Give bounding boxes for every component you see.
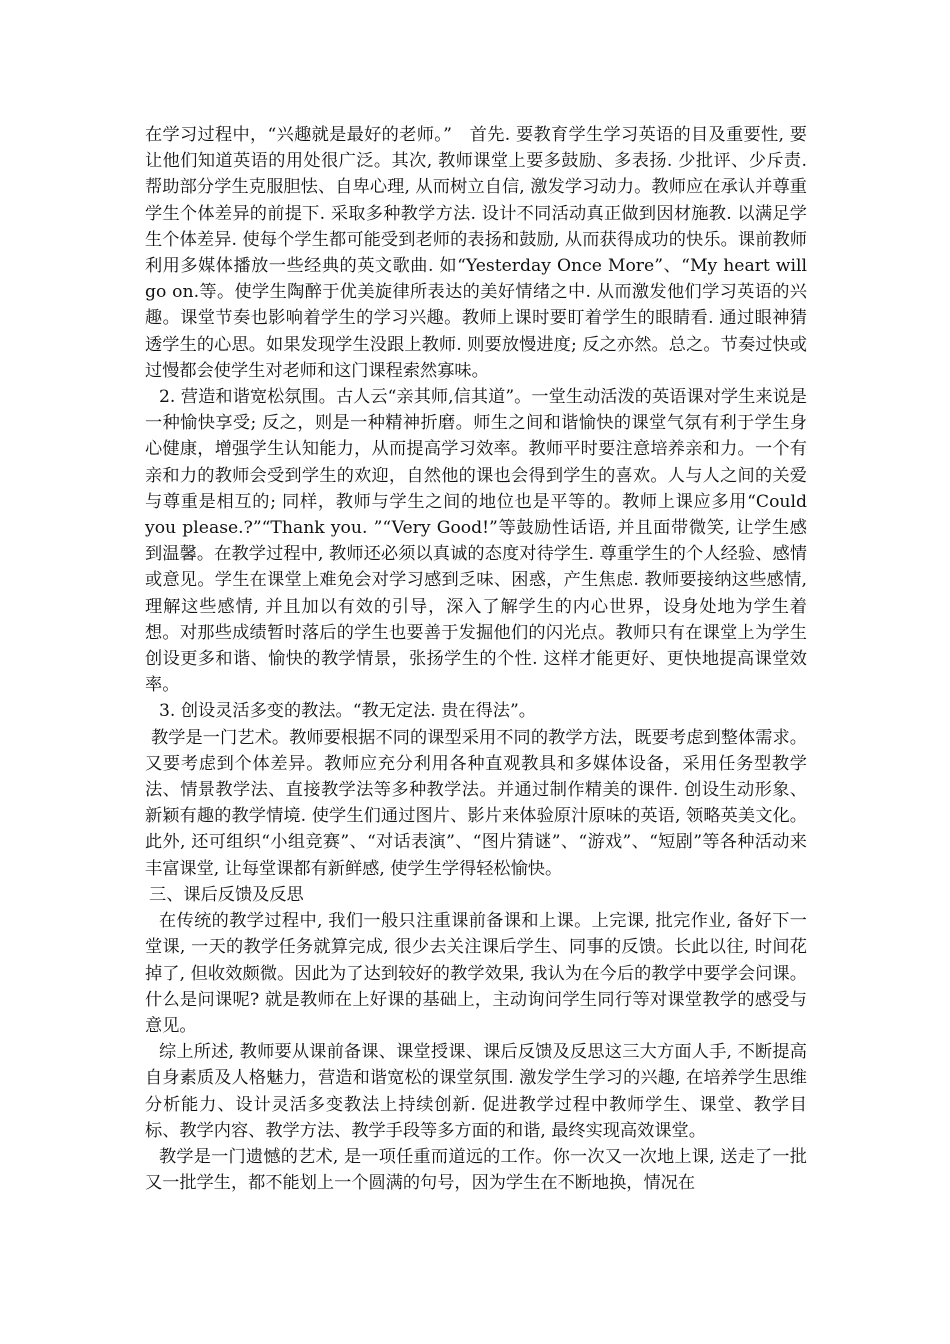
paragraph-atmosphere: 2. 营造和谐宽松氛围。古人云“亲其师,信其道”。一堂生动活泼的英语课对学生来说是一种愉快享受; 反之，则是一种精神折磨。师生之间和谐愉快的课堂气氛有利于学生身心健康，增强学生认知能力，从而提高学习效率。教师平时要注意培养亲和力。一个有亲和力的教师会受到学生的欢迎，自然他的课也会得到学生的喜欢。人与人之间的关爱与尊重是相互的; 同样，教师与学生之间的地位也是平等的。教师上课应多用“Could you please.?”“Thank you. ”“Very Good!”等鼓励性话语, 并且面带微笑, 让学生感到温馨。在教学过程中, 教师还必须以真诚的态度对待学生. 尊重学生的个人经验、感情或意见。学生在课堂上难免会对学习感到乏味、困惑，产生焦虑. 教师要接纳这些感情, 理解这些感情, 并且加以有效的引导，深入了解学生的内心世界，设身处地为学生着想。对那些成绩暂时落后的学生也要善于发掘他们的闪光点。教师只有在课堂上为学生创设更多和谐、愉快的教学情景，张扬学生的个性. 这样才能更好、更快地提高课堂效率。 <box>145 387 807 696</box>
paragraph-feedback: 在传统的教学过程中, 我们一般只注重课前备课和上课。上完课, 批完作业, 备好下一堂课, 一天的教学任务就算完成, 很少去关注课后学生、同事的反馈。长此以往, 时间花掉了, 但收效颇微。因此为了达到较好的教学效果, 我认为在今后的教学中要学会问课。什么是问课呢? 就是教师在上好课的基础上，主动询问学生同行等对课堂教学的感受与意见。 <box>145 911 807 1036</box>
section-heading-feedback: 三、课后反馈及反思 <box>149 884 304 905</box>
paragraph-teaching-art: 教学是一门艺术。教师要根据不同的课型采用不同的教学方法，既要考虑到整体需求。又要考虑到个体差异。教师应充分利用各种直观教具和多媒体设备，采用任务型教学法、情景教学法、直接教学法等多种教学法。并通过制作精美的课件. 创设生动形象、新颖有趣的教学情境. 使学生们通过图片、影片来体验原汁原味的英语, 领略英美文化。此外, 还可组织“小组竞赛”、“对话表演”、“图片猜谜”、“游戏”、“短剧”等各种活动来丰富课堂, 让每堂课都有新鲜感, 使学生学得轻松愉快。 <box>145 727 807 879</box>
paragraph-interest: 在学习过程中，“兴趣就是最好的老师。” 首先. 要教育学生学习英语的目及重要性, 要让他们知道英语的用处很广泛。其次, 教师课堂上要多鼓励、多表扬. 少批评、少斥责. 帮助部分学生克服胆怯、自卑心理, 从而树立自信, 激发学习动力。教师应在承认并尊重学生个体差异的前提下. 采取多种教学方法. 设计不同活动真正做到因材施教. 以满足学生个体差异. 使每个学生都可能受到老师的表扬和鼓励, 从而获得成功的快乐。课前教师利用多媒体播放一些经典的英文歌曲. 如“Yesterday Once More”、“My heart will go on.等。使学生陶醉于优美旋律所表达的美好情绪之中. 从而激发他们学习英语的兴趣。课堂节奏也影响着学生的学习兴趣。教师上课时要盯着学生的眼睛看. 通过眼神猜透学生的心思。如果发现学生没跟上教师. 则要放慢进度; 反之亦然。总之。节奏过快或过慢都会使学生对老师和这门课程索然寡味。 <box>145 125 807 381</box>
paragraph-closing: 教学是一门遗憾的艺术, 是一项任重而道远的工作。你一次又一次地上课, 送走了一批又一批学生，都不能划上一个圆满的句号，因为学生在不断地换，情况在 <box>145 1146 807 1194</box>
paragraph-methods-heading: 3. 创设灵活多变的教法。“教无定法. 贵在得法”。 <box>159 701 536 722</box>
document-body <box>145 122 807 1196</box>
paragraph-summary: 综上所述, 教师要从课前备课、课堂授课、课后反馈及反思这三大方面人手, 不断提高自身素质及人格魅力，营造和谐宽松的课堂氛围. 激发学生学习的兴趣, 在培养学生思维分析能力、设计灵活多变教法上持续创新. 促进教学过程中教师学生、课堂、教学目标、教学内容、教学方法、教学手段等多方面的和谐, 最终实现高效课堂。 <box>145 1042 807 1141</box>
